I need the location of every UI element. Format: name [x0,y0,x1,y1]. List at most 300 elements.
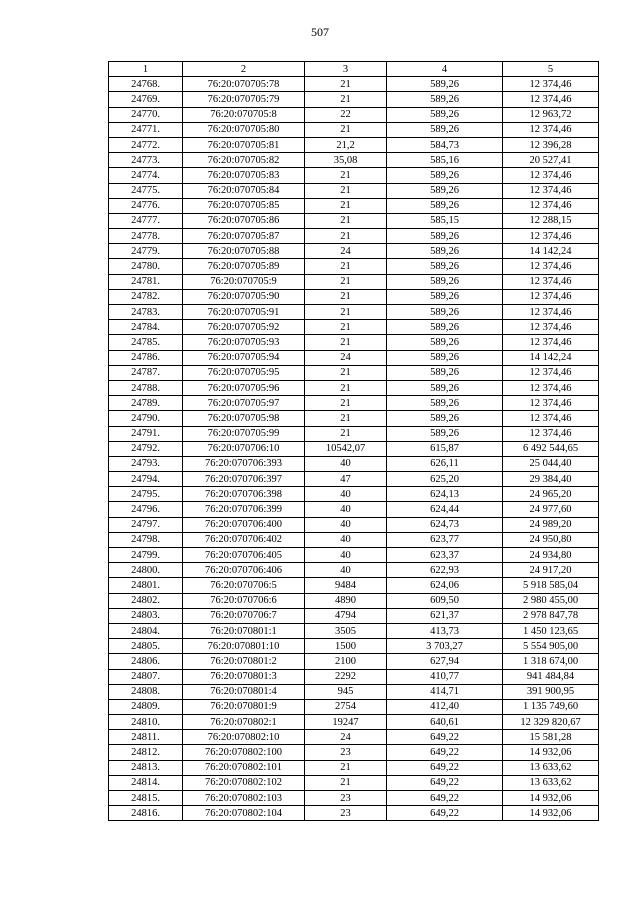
area-cell: 47 [305,472,387,487]
row-number-cell: 24777. [109,213,183,228]
cadastral-number-cell: 76:20:070706:5 [183,578,305,593]
cadastral-number-cell: 76:20:070705:83 [183,168,305,183]
row-number-cell: 24784. [109,320,183,335]
row-number-cell: 24807. [109,669,183,684]
value-cell: 1 450 123,65 [503,623,599,638]
area-cell: 21 [305,426,387,441]
value-cell: 24 977,60 [503,502,599,517]
value-cell: 12 374,46 [503,305,599,320]
cadastral-number-cell: 76:20:070801:3 [183,669,305,684]
value-cell: 25 044,40 [503,456,599,471]
table-row [109,441,599,456]
rate-cell: 589,26 [387,122,503,137]
area-cell: 21 [305,320,387,335]
cadastral-number-cell: 76:20:070705:92 [183,320,305,335]
area-cell: 21 [305,122,387,137]
area-cell: 2754 [305,699,387,714]
cadastral-number-cell: 76:20:070802:104 [183,806,305,821]
value-cell: 2 980 455,00 [503,593,599,608]
rate-cell: 589,26 [387,350,503,365]
header-row [109,62,599,77]
table-row [109,137,599,152]
table-row [109,639,599,654]
rate-cell: 623,37 [387,548,503,563]
cadastral-number-cell: 76:20:070705:88 [183,244,305,259]
row-number-cell: 24816. [109,806,183,821]
rate-cell: 585,15 [387,213,503,228]
cadastral-number-cell: 76:20:070705:87 [183,229,305,244]
row-number-cell: 24787. [109,365,183,380]
table-row [109,107,599,122]
cadastral-number-cell: 76:20:070705:8 [183,107,305,122]
area-cell: 21 [305,396,387,411]
value-cell: 12 374,46 [503,92,599,107]
value-cell: 12 374,46 [503,183,599,198]
area-cell: 21 [305,92,387,107]
rate-cell: 413,73 [387,623,503,638]
value-cell: 24 950,80 [503,532,599,547]
cadastral-number-cell: 76:20:070801:10 [183,639,305,654]
rate-cell: 609,50 [387,593,503,608]
row-number-cell: 24803. [109,608,183,623]
row-number-cell: 24792. [109,441,183,456]
rate-cell: 589,26 [387,229,503,244]
row-number-cell: 24806. [109,654,183,669]
rate-cell: 623,77 [387,532,503,547]
table-row [109,669,599,684]
table-row [109,791,599,806]
table-body [109,77,599,821]
area-cell: 21 [305,335,387,350]
rate-cell: 589,26 [387,365,503,380]
rate-cell: 3 703,27 [387,639,503,654]
rate-cell: 621,37 [387,608,503,623]
row-number-cell: 24781. [109,274,183,289]
area-cell: 23 [305,791,387,806]
row-number-cell: 24772. [109,137,183,152]
cadastral-number-cell: 76:20:070705:93 [183,335,305,350]
table-row [109,213,599,228]
data-table [108,61,599,821]
rate-cell: 414,71 [387,684,503,699]
row-number-cell: 24811. [109,730,183,745]
column-header: 5 [503,62,599,77]
cadastral-number-cell: 76:20:070706:397 [183,472,305,487]
area-cell: 40 [305,548,387,563]
rate-cell: 589,26 [387,320,503,335]
table-row [109,578,599,593]
rate-cell: 589,26 [387,335,503,350]
area-cell: 10542,07 [305,441,387,456]
column-header: 4 [387,62,503,77]
column-header: 1 [109,62,183,77]
cadastral-number-cell: 76:20:070706:399 [183,502,305,517]
value-cell: 29 384,40 [503,472,599,487]
rate-cell: 615,87 [387,441,503,456]
value-cell: 20 527,41 [503,153,599,168]
cadastral-number-cell: 76:20:070705:97 [183,396,305,411]
value-cell: 24 989,20 [503,517,599,532]
area-cell: 22 [305,107,387,122]
value-cell: 391 900,95 [503,684,599,699]
row-number-cell: 24797. [109,517,183,532]
rate-cell: 649,22 [387,806,503,821]
cadastral-number-cell: 76:20:070705:90 [183,289,305,304]
rate-cell: 624,44 [387,502,503,517]
area-cell: 40 [305,456,387,471]
row-number-cell: 24815. [109,791,183,806]
cadastral-number-cell: 76:20:070705:82 [183,153,305,168]
cadastral-number-cell: 76:20:070801:2 [183,654,305,669]
rate-cell: 649,22 [387,730,503,745]
value-cell: 14 932,06 [503,806,599,821]
table-row [109,456,599,471]
rate-cell: 649,22 [387,775,503,790]
row-number-cell: 24773. [109,153,183,168]
rate-cell: 649,22 [387,791,503,806]
value-cell: 14 932,06 [503,745,599,760]
cadastral-number-cell: 76:20:070706:10 [183,441,305,456]
rate-cell: 649,22 [387,745,503,760]
table-row [109,289,599,304]
value-cell: 24 965,20 [503,487,599,502]
cadastral-number-cell: 76:20:070705:96 [183,380,305,395]
cadastral-number-cell: 76:20:070706:402 [183,532,305,547]
rate-cell: 589,26 [387,411,503,426]
table-row [109,335,599,350]
cadastral-number-cell: 76:20:070705:95 [183,365,305,380]
row-number-cell: 24791. [109,426,183,441]
value-cell: 12 374,46 [503,274,599,289]
cadastral-number-cell: 76:20:070706:405 [183,548,305,563]
value-cell: 12 374,46 [503,289,599,304]
area-cell: 21 [305,183,387,198]
cadastral-number-cell: 76:20:070705:79 [183,92,305,107]
cadastral-number-cell: 76:20:070801:1 [183,623,305,638]
row-number-cell: 24786. [109,350,183,365]
table-row [109,320,599,335]
value-cell: 12 374,46 [503,168,599,183]
value-cell: 5 918 585,04 [503,578,599,593]
row-number-cell: 24801. [109,578,183,593]
area-cell: 19247 [305,715,387,730]
rate-cell: 589,26 [387,92,503,107]
table-row [109,548,599,563]
column-header: 3 [305,62,387,77]
area-cell: 40 [305,487,387,502]
area-cell: 21 [305,411,387,426]
rate-cell: 589,26 [387,77,503,92]
area-cell: 21 [305,168,387,183]
row-number-cell: 24790. [109,411,183,426]
area-cell: 21 [305,229,387,244]
area-cell: 945 [305,684,387,699]
table-row [109,699,599,714]
area-cell: 23 [305,745,387,760]
value-cell: 24 934,80 [503,548,599,563]
row-number-cell: 24779. [109,244,183,259]
row-number-cell: 24788. [109,380,183,395]
rate-cell: 585,16 [387,153,503,168]
area-cell: 4890 [305,593,387,608]
value-cell: 12 396,28 [503,137,599,152]
rate-cell: 589,26 [387,305,503,320]
rate-cell: 589,26 [387,244,503,259]
value-cell: 12 329 820,67 [503,715,599,730]
rate-cell: 410,77 [387,669,503,684]
rate-cell: 624,13 [387,487,503,502]
rate-cell: 624,06 [387,578,503,593]
table-row [109,350,599,365]
area-cell: 9484 [305,578,387,593]
cadastral-number-cell: 76:20:070706:7 [183,608,305,623]
row-number-cell: 24768. [109,77,183,92]
rate-cell: 589,26 [387,380,503,395]
table-row [109,730,599,745]
table-row [109,229,599,244]
value-cell: 12 374,46 [503,229,599,244]
rate-cell: 584,73 [387,137,503,152]
area-cell: 21 [305,380,387,395]
row-number-cell: 24805. [109,639,183,654]
value-cell: 15 581,28 [503,730,599,745]
value-cell: 12 374,46 [503,411,599,426]
row-number-cell: 24785. [109,335,183,350]
value-cell: 1 318 674,00 [503,654,599,669]
table-row [109,472,599,487]
value-cell: 14 932,06 [503,791,599,806]
area-cell: 40 [305,532,387,547]
area-cell: 35,08 [305,153,387,168]
rate-cell: 589,26 [387,396,503,411]
table-row [109,305,599,320]
row-number-cell: 24796. [109,502,183,517]
value-cell: 14 142,24 [503,244,599,259]
value-cell: 12 374,46 [503,365,599,380]
value-cell: 12 374,46 [503,380,599,395]
table-row [109,806,599,821]
table-row [109,532,599,547]
area-cell: 23 [305,806,387,821]
row-number-cell: 24813. [109,760,183,775]
cadastral-number-cell: 76:20:070705:86 [183,213,305,228]
area-cell: 2292 [305,669,387,684]
cadastral-number-cell: 76:20:070705:94 [183,350,305,365]
rate-cell: 624,73 [387,517,503,532]
row-number-cell: 24783. [109,305,183,320]
rate-cell: 589,26 [387,259,503,274]
row-number-cell: 24778. [109,229,183,244]
table-row [109,365,599,380]
table-row [109,396,599,411]
table-row [109,623,599,638]
value-cell: 12 374,46 [503,259,599,274]
rate-cell: 622,93 [387,563,503,578]
table-row [109,775,599,790]
rate-cell: 649,22 [387,760,503,775]
rate-cell: 627,94 [387,654,503,669]
row-number-cell: 24799. [109,548,183,563]
cadastral-number-cell: 76:20:070706:400 [183,517,305,532]
area-cell: 21 [305,289,387,304]
area-cell: 24 [305,350,387,365]
value-cell: 12 374,46 [503,320,599,335]
table-row [109,168,599,183]
table-row [109,411,599,426]
row-number-cell: 24782. [109,289,183,304]
row-number-cell: 24795. [109,487,183,502]
value-cell: 12 963,72 [503,107,599,122]
value-cell: 2 978 847,78 [503,608,599,623]
rate-cell: 589,26 [387,274,503,289]
rate-cell: 589,26 [387,426,503,441]
table-row [109,77,599,92]
value-cell: 1 135 749,60 [503,699,599,714]
area-cell: 2100 [305,654,387,669]
row-number-cell: 24776. [109,198,183,213]
row-number-cell: 24804. [109,623,183,638]
value-cell: 12 374,46 [503,396,599,411]
row-number-cell: 24798. [109,532,183,547]
value-cell: 13 633,62 [503,775,599,790]
row-number-cell: 24789. [109,396,183,411]
rate-cell: 625,20 [387,472,503,487]
row-number-cell: 24800. [109,563,183,578]
cadastral-number-cell: 76:20:070802:101 [183,760,305,775]
table-row [109,760,599,775]
area-cell: 21 [305,213,387,228]
value-cell: 941 484,84 [503,669,599,684]
row-number-cell: 24771. [109,122,183,137]
table-row [109,380,599,395]
rate-cell: 412,40 [387,699,503,714]
table-row [109,122,599,137]
area-cell: 21 [305,365,387,380]
row-number-cell: 24774. [109,168,183,183]
area-cell: 21 [305,259,387,274]
rate-cell: 640,61 [387,715,503,730]
value-cell: 13 633,62 [503,760,599,775]
table-row [109,153,599,168]
cadastral-number-cell: 76:20:070801:9 [183,699,305,714]
rate-cell: 626,11 [387,456,503,471]
value-cell: 12 374,46 [503,198,599,213]
column-header: 2 [183,62,305,77]
cadastral-number-cell: 76:20:070802:103 [183,791,305,806]
cadastral-number-cell: 76:20:070705:81 [183,137,305,152]
table-row [109,92,599,107]
area-cell: 24 [305,244,387,259]
cadastral-number-cell: 76:20:070802:102 [183,775,305,790]
rate-cell: 589,26 [387,289,503,304]
cadastral-number-cell: 76:20:070801:4 [183,684,305,699]
value-cell: 12 288,15 [503,213,599,228]
row-number-cell: 24775. [109,183,183,198]
area-cell: 21 [305,305,387,320]
area-cell: 40 [305,517,387,532]
table-row [109,183,599,198]
cadastral-number-cell: 76:20:070802:100 [183,745,305,760]
area-cell: 1500 [305,639,387,654]
cadastral-number-cell: 76:20:070706:406 [183,563,305,578]
rate-cell: 589,26 [387,183,503,198]
table-row [109,563,599,578]
table-row [109,715,599,730]
table-row [109,745,599,760]
cadastral-number-cell: 76:20:070705:84 [183,183,305,198]
rate-cell: 589,26 [387,168,503,183]
value-cell: 12 374,46 [503,77,599,92]
area-cell: 4794 [305,608,387,623]
area-cell: 40 [305,502,387,517]
cadastral-number-cell: 76:20:070705:99 [183,426,305,441]
cadastral-number-cell: 76:20:070705:80 [183,122,305,137]
cadastral-number-cell: 76:20:070705:78 [183,77,305,92]
cadastral-number-cell: 76:20:070705:85 [183,198,305,213]
value-cell: 14 142,24 [503,350,599,365]
table-row [109,654,599,669]
table-row [109,274,599,289]
area-cell: 21 [305,775,387,790]
row-number-cell: 24808. [109,684,183,699]
row-number-cell: 24802. [109,593,183,608]
page-number: 507 [311,25,329,39]
area-cell: 24 [305,730,387,745]
cadastral-number-cell: 76:20:070705:91 [183,305,305,320]
area-cell: 21 [305,198,387,213]
area-cell: 21 [305,760,387,775]
table-row [109,517,599,532]
rate-cell: 589,26 [387,107,503,122]
row-number-cell: 24793. [109,456,183,471]
area-cell: 40 [305,563,387,578]
cadastral-number-cell: 76:20:070706:6 [183,593,305,608]
rate-cell: 589,26 [387,198,503,213]
area-cell: 21 [305,274,387,289]
value-cell: 5 554 905,00 [503,639,599,654]
table-row [109,608,599,623]
value-cell: 24 917,20 [503,563,599,578]
cadastral-number-cell: 76:20:070705:9 [183,274,305,289]
cadastral-number-cell: 76:20:070706:393 [183,456,305,471]
value-cell: 12 374,46 [503,122,599,137]
table-row [109,198,599,213]
value-cell: 12 374,46 [503,335,599,350]
area-cell: 3505 [305,623,387,638]
table-row [109,426,599,441]
table-row [109,259,599,274]
area-cell: 21,2 [305,137,387,152]
row-number-cell: 24769. [109,92,183,107]
row-number-cell: 24794. [109,472,183,487]
table-row [109,487,599,502]
value-cell: 12 374,46 [503,426,599,441]
table-row [109,593,599,608]
area-cell: 21 [305,77,387,92]
table-row [109,502,599,517]
row-number-cell: 24814. [109,775,183,790]
row-number-cell: 24809. [109,699,183,714]
row-number-cell: 24780. [109,259,183,274]
row-number-cell: 24770. [109,107,183,122]
table-row [109,684,599,699]
cadastral-number-cell: 76:20:070802:10 [183,730,305,745]
row-number-cell: 24812. [109,745,183,760]
cadastral-number-cell: 76:20:070706:398 [183,487,305,502]
cadastral-number-cell: 76:20:070802:1 [183,715,305,730]
value-cell: 6 492 544,65 [503,441,599,456]
cadastral-number-cell: 76:20:070705:98 [183,411,305,426]
